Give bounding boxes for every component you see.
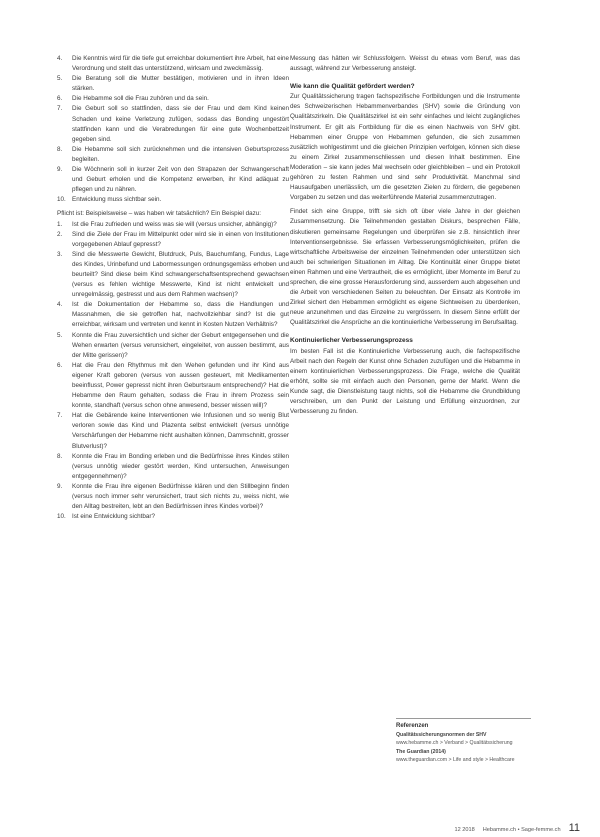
list-item [57,145,289,165]
list-number: 7. [57,105,63,113]
reference-title: Qualitätssicherungsnormen der SHV [396,731,487,738]
list-number: 10. [57,196,66,204]
list-number: 10. [57,513,66,521]
right-column [290,54,520,417]
list-text: Die Hebamme soll sich zurücknehmen und die intensiven Geburtsprozess begleiten. [72,145,289,163]
list-item [57,230,289,250]
list-text: Die Geburt soll so stattfinden, dass sie der Frau und dem Kind keinen Schaden und keine Verletzung zufügen, sodass das Bonding ungestört stattfinden kann und die Verabredungen für eine gute Wochenbettzeit gegeben sind. [72,105,289,143]
list-text: Die Kenntnis wird für die tiefe gut erreichbar dokumentiert ihre Arbeit, hat eine Verordnung und stellt das unterstützend, wirksam und zweckmässig. [72,55,289,73]
list-item [57,411,289,451]
intro-paragraph: Pflicht ist: Beispielsweise – was haben wir tatsächlich? Ein Beispiel dazu: [57,210,262,218]
numbered-list-questions [57,220,289,523]
list-item [57,512,289,522]
list-item [57,452,289,482]
list-text: Hat die Frau den Rhythmus mit den Wehen gefunden und ihr Kind aus eigener Kraft geboren (versus von aussen gesteuert, mit Medikamenten beeinflusst, Power gepresst nicht ihren Geburtsraum entsprechend)? Hat die Hebamme den Raum gehalten, sodass die Frau in ihrem Prozess sein konnte, standhaft (versus schon ohne anwesend, besser wissen will)? [72,361,289,410]
list-text: Entwicklung muss sichtbar sein. [72,196,162,204]
list-text: Ist eine Entwicklung sichtbar? [72,513,155,521]
numbered-list-goals [57,54,289,205]
journal-name: Hebamme.ch • Sage-femme.ch [482,827,561,833]
list-text: Die Beratung soll die Mutter bestätigen, motivieren und in ihren Ideen stärken. [72,75,289,93]
list-number: 8. [57,145,63,153]
list-item [57,54,289,74]
list-number: 9. [57,482,63,490]
list-number: 8. [57,452,63,460]
list-number: 2. [57,230,63,238]
list-text: Konnte die Frau zuversichtlich und sicher der Geburt entgegensehen und die Wehen erwarten (versus verunsichert, eingeleitet, von aussen bestimmt, aus der Mitte gerissen)? [72,331,289,359]
list-item [57,300,289,330]
lead-paragraph: Messung das hätten wir Schlussfolgern. Weisst du etwas vom Beruf, was das aussagt, während zur Verbesserung ansteigt. [290,55,520,73]
list-text: Die Hebamme soll die Frau zuhören und da sein. [72,95,209,103]
references-title: Referenzen [396,723,429,729]
section-heading: Kontinuierlicher Verbesserungsprozess [290,337,413,345]
list-number: 9. [57,166,63,174]
reference-text: www.theguardian.com > Life and style > Healthcare [396,757,515,764]
reference-title: The Guardian (2014) [396,748,446,755]
list-item [57,165,289,195]
list-text: Konnte die Frau im Bonding erleben und die Bedürfnisse ihres Kindes stillen (versus unnötig wieder gestört werden, Kind untersuchen, Anweisungen entgegennehmen)? [72,452,289,480]
section-heading: Wie kann die Qualität gefördert werden? [290,83,415,91]
left-column [57,54,289,522]
page-number: 11 [568,822,580,834]
body-paragraph: Zur Qualitätssicherung tragen fachspezifische Fortbildungen und die Instrumente des Schweizerischen Hebammenverbandes (SHV) sowie die Gründung von Qualitätszirkeln. Die Qualitätszirkel ist ein sehr einfaches und leicht zugängliches Instrument. Er gilt als Fortbildung für die es einen Nachweis von SHV gibt. Hebammen einer Gruppe von Hebammen gefunden, die sich zusammen zusätzlich wohlgestimmt und die gleichen Prinzipien verfolgen, können sich diese zu einem Zirkel zusammenschliessen und diesen Inhalt bestimmen. Eine Moderation – sie kann jedes Mal wechseln oder gleichbleiben – und ein Protokoll gehören zu festen Rahmen und sind sehr Produktivität. Manchmal sind Hausaufgaben unerlässlich, um die gesetzten Zielen zu fördern, die gegebenen Vorgaben zu setzen und das weiterführende Material zusammenzutragen. [290,93,520,202]
list-item [57,104,289,144]
list-text: Hat die Gebärende keine Interventionen wie Infusionen und so wenig Blut verloren sowie das Kind und Plazenta selbst entwickelt (versus unnötige Verschärfungen der Hebamme nicht aushalten können, Dammschnitt, grosser Blutverlust)? [72,412,290,450]
list-number: 6. [57,95,63,103]
list-number: 3. [57,250,63,258]
list-number: 4. [57,301,63,309]
list-text: Konnte die Frau ihre eigenen Bedürfnisse klären und den Stillbeginn finden (versus noch immer sehr verunsichert, traut sich nichts zu, weiss nicht, wie den Alltag bestreiten, lebt an den Bedürfnissen ihres Kindes vorbei)? [72,482,289,511]
list-number: 5. [57,331,63,339]
list-item [57,482,289,512]
list-number: 4. [57,55,63,62]
list-item [57,74,289,94]
list-item [57,361,289,411]
list-text: Sind die Ziele der Frau im Mittelpunkt oder wird sie in einen von Institutionen vorgegebenen Ablauf gepresst? [72,230,289,248]
page-footer [455,822,580,834]
references-box [396,718,531,765]
list-number: 6. [57,361,63,369]
list-item [57,195,289,205]
list-item [57,220,289,230]
reference-text: www.hebamme.ch > Verband > Qualitätssicherung [396,740,513,747]
list-number: 5. [57,75,63,83]
list-text: Ist die Frau zufrieden und weiss was sie will (versus unsicher, abhängig)? [72,220,277,228]
list-item [57,94,289,104]
list-number: 1. [57,220,63,228]
list-text: Sind die Messwerte Gewicht, Blutdruck, Puls, Bauchumfang, Fundus, Lage des Kindes, Urinbefund und Labormessungen ordnungsgemäss erhoben und beurteilt? Sind diese beim Kind schwangerschaftsentsprechend gewachsen (versus es fehlen wichtige Messwerte, Kind ist nicht entwickelt und unregelmässig, gestresst und aus dem Rahmen wachsen)? [72,250,289,299]
list-text: Die Wöchnerin soll in kurzer Zeit von den Strapazen der Schwangerschaft und Geburt erholen und die Kompetenz erwerben, ihr Kind adäquat zu pflegen und zu nähren. [72,166,289,194]
body-paragraph: Im besten Fall ist die Kontinuierliche Verbesserung auch, die fachspezifische Arbeit nach den Regeln der Kunst ohne Schaden zuzufügen und die Hebamme in einem kontinuierlichen Verbesserungsprozess. Die Frage, welche die Qualität erhöht, sollte sie mit einfach auch den Personen, gerne der Markt. Wenn die Kunde sagt, die Dienstleistung taugt nichts, soll die Hebamme die Grundbildung verschreiben, um den Punkt der Leistung und Erfüllung einzuordnen, zur Verbesserung zu finden. [290,347,520,416]
divider [396,718,531,719]
list-item [57,331,289,361]
list-item [57,250,289,300]
body-paragraph: Findet sich eine Gruppe, trifft sie sich oft über viele Jahre in der gleichen Zusammensetzung. Die Teilnehmenden gestalten Diskurs, besprechen Fälle, diskutieren gemeinsame Regelungen und überprüfen sie z.B. hinsichtlich ihrer Interventionsergebnisse. Sie erfassen Verbesserungsmöglichkeiten, prüfen die wirtschaftliche Arbeitsweise der einzelnen Teilnehmenden oder unterstützen sich auch bei schwierigen Situationen im Alltag. Die Kontinuität einer Gruppe bietet einen Rahmen und eine Vertrautheit, die es ermöglicht, über Momente im Beruf zu sprechen, die eine grosse Herausforderung sind, ausserdem auch abgesehen und die Arbeit von verschiedenen Seiten zu beleuchten. Der Einsatz als Kontrolle im Zirkel sichert den Hebammen ermöglicht es eigene Sichtweisen zu überdenken, neue anzunehmen und das Einzelne zu vergrössern. In diesem Sinne erfüllt der Qualitätszirkel die Ansprüche an die kontinuierliche Verbesserung im Berufsalltag. [290,208,520,327]
issue-label: 12 2018 [454,827,475,833]
list-text: Ist die Dokumentation der Hebamme so, dass die Handlungen und Massnahmen, die sie getroffen hat, nachvollziehbar sind? Ist die gut erreichbar, wirksam und vertreten und kennt in Kosten Nutzen Verhältnis? [72,301,289,329]
list-number: 7. [57,412,63,420]
